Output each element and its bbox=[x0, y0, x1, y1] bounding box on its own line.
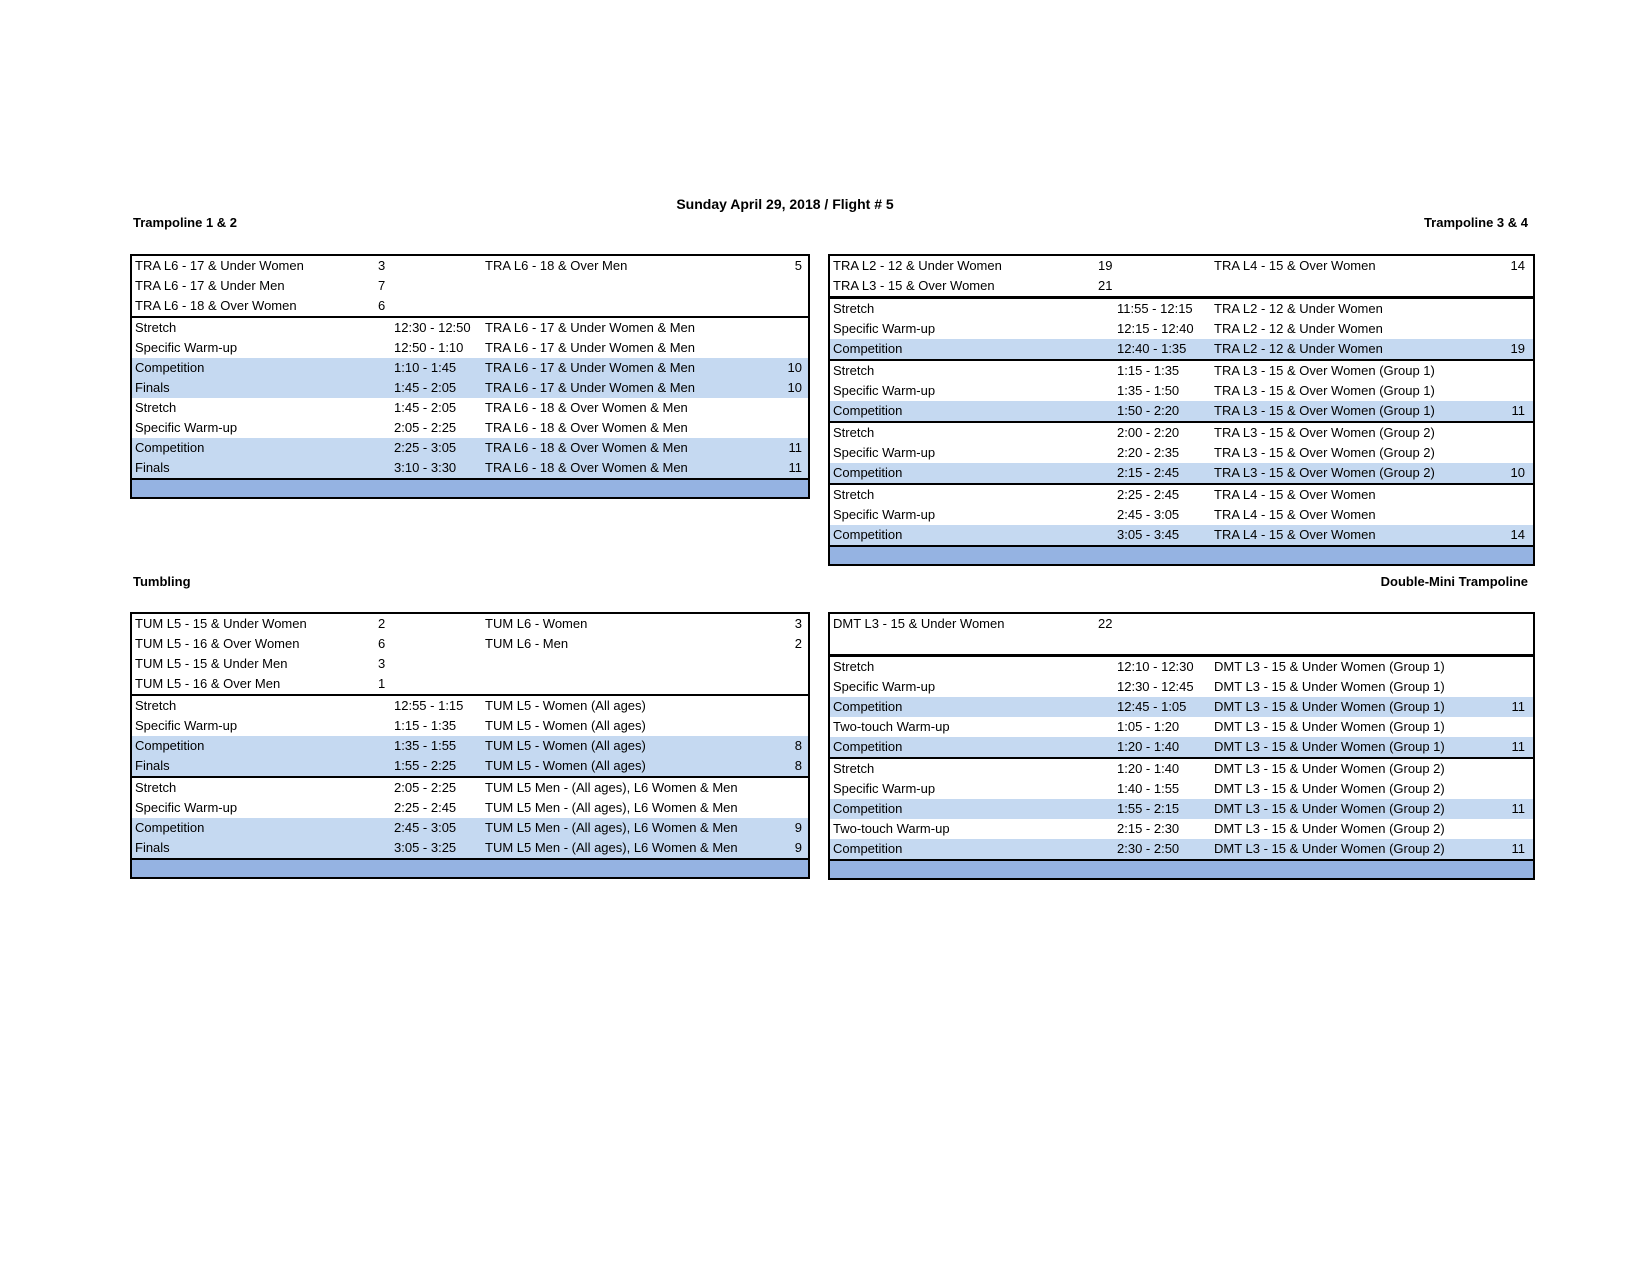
cell-time: 1:55 - 2:15 bbox=[1117, 801, 1180, 816]
cell-time: 1:55 - 2:25 bbox=[394, 758, 457, 773]
table-row bbox=[830, 296, 1533, 319]
table-trampoline-1-2 bbox=[130, 254, 810, 499]
table-row bbox=[830, 443, 1533, 463]
table-row bbox=[830, 717, 1533, 737]
cell-activity: Stretch bbox=[833, 659, 875, 674]
cell-activity: Competition bbox=[833, 341, 903, 356]
table-row bbox=[132, 776, 808, 798]
cell-athletes: 11 bbox=[1511, 841, 1525, 856]
cell-event: TRA L3 - 15 & Over Women (Group 2) bbox=[1214, 425, 1435, 440]
cell-activity: Specific Warm-up bbox=[135, 340, 238, 355]
table-row bbox=[830, 634, 1533, 654]
cell-time: 2:25 - 2:45 bbox=[394, 800, 457, 815]
cell-event: DMT L3 - 15 & Under Women (Group 1) bbox=[1214, 679, 1445, 694]
cell-time: 3:10 - 3:30 bbox=[394, 460, 457, 475]
cell-activity: Competition bbox=[833, 699, 903, 714]
table-row bbox=[830, 256, 1533, 276]
cell-event: DMT L3 - 15 & Under Women (Group 2) bbox=[1214, 801, 1445, 816]
cell-event: DMT L3 - 15 & Under Women (Group 2) bbox=[1214, 781, 1445, 796]
cell-event: DMT L3 - 15 & Under Women (Group 2) bbox=[1214, 841, 1445, 856]
table-trampoline-3-4 bbox=[828, 254, 1535, 566]
cell-activity: Specific Warm-up bbox=[135, 420, 238, 435]
cell-event: TRA L3 - 15 & Over Women (Group 1) bbox=[1214, 383, 1435, 398]
cell-activity: Specific Warm-up bbox=[833, 445, 936, 460]
table-row bbox=[830, 839, 1533, 859]
cell-time: 2:30 - 2:50 bbox=[1117, 841, 1180, 856]
cell-activity: TRA L6 - 17 & Under Men bbox=[135, 278, 285, 293]
cell-athletes: 14 bbox=[1510, 527, 1525, 542]
cell-time: 2:45 - 3:05 bbox=[394, 820, 457, 835]
cell-athletes: 8 bbox=[794, 758, 802, 773]
cell-time: 12:45 - 1:05 bbox=[1117, 699, 1187, 714]
table-row bbox=[132, 654, 808, 674]
table-row bbox=[830, 779, 1533, 799]
table-row bbox=[132, 458, 808, 478]
cell-athletes: 2 bbox=[794, 636, 802, 651]
cell-activity: TUM L5 - 15 & Under Women bbox=[135, 616, 307, 631]
cell-event: TRA L6 - 17 & Under Women & Men bbox=[485, 360, 696, 375]
cell-athletes: 11 bbox=[788, 440, 802, 455]
cell-count: 19 bbox=[1098, 258, 1113, 273]
heading-trampoline-1-2: Trampoline 1 & 2 bbox=[133, 215, 238, 230]
cell-event: TRA L6 - 18 & Over Men bbox=[485, 258, 628, 273]
cell-time: 2:15 - 2:45 bbox=[1117, 465, 1180, 480]
cell-event: TUM L5 Men - (All ages), L6 Women & Men bbox=[485, 780, 738, 795]
cell-event: TRA L3 - 15 & Over Women (Group 1) bbox=[1214, 403, 1435, 418]
cell-athletes: 9 bbox=[794, 840, 802, 855]
table-row bbox=[132, 358, 808, 378]
cell-event: DMT L3 - 15 & Under Women (Group 1) bbox=[1214, 699, 1445, 714]
cell-event: TUM L5 - Women (All ages) bbox=[485, 698, 646, 713]
table-row bbox=[132, 418, 808, 438]
cell-count: 21 bbox=[1098, 278, 1113, 293]
cell-activity: Specific Warm-up bbox=[833, 321, 936, 336]
cell-time: 2:15 - 2:30 bbox=[1117, 821, 1180, 836]
cell-time: 1:35 - 1:50 bbox=[1117, 383, 1180, 398]
cell-athletes: 14 bbox=[1510, 258, 1525, 273]
cell-activity: Competition bbox=[833, 403, 903, 418]
cell-event: TRA L4 - 15 & Over Women bbox=[1214, 258, 1376, 273]
cell-activity: Competition bbox=[833, 527, 903, 542]
cell-activity: Two-touch Warm-up bbox=[833, 719, 950, 734]
cell-event: TRA L3 - 15 & Over Women (Group 2) bbox=[1214, 465, 1435, 480]
cell-athletes: 11 bbox=[1511, 801, 1525, 816]
cell-activity: Competition bbox=[833, 739, 903, 754]
cell-time: 2:05 - 2:25 bbox=[394, 420, 457, 435]
table-row bbox=[132, 756, 808, 776]
cell-event: TUM L6 - Women bbox=[485, 616, 588, 631]
table-row bbox=[132, 736, 808, 756]
cell-count: 1 bbox=[378, 676, 386, 691]
cell-event: TRA L4 - 15 & Over Women bbox=[1214, 527, 1376, 542]
cell-event: DMT L3 - 15 & Under Women (Group 1) bbox=[1214, 659, 1445, 674]
cell-athletes: 19 bbox=[1510, 341, 1525, 356]
cell-time: 3:05 - 3:45 bbox=[1117, 527, 1180, 542]
table-row bbox=[830, 819, 1533, 839]
cell-event: TRA L2 - 12 & Under Women bbox=[1214, 321, 1383, 336]
heading-double-mini: Double-Mini Trampoline bbox=[1380, 574, 1528, 589]
cell-event: TRA L6 - 17 & Under Women & Men bbox=[485, 340, 696, 355]
cell-activity: DMT L3 - 15 & Under Women bbox=[833, 616, 1005, 631]
cell-activity: Stretch bbox=[833, 761, 875, 776]
table-row bbox=[830, 381, 1533, 401]
table-row bbox=[132, 674, 808, 694]
cell-event: TRA L6 - 18 & Over Women & Men bbox=[485, 400, 688, 415]
cell-activity: TRA L6 - 18 & Over Women bbox=[135, 298, 297, 313]
cell-count: 3 bbox=[378, 258, 386, 273]
table-row bbox=[132, 838, 808, 858]
cell-event: DMT L3 - 15 & Under Women (Group 2) bbox=[1214, 821, 1445, 836]
cell-time: 1:20 - 1:40 bbox=[1117, 761, 1180, 776]
table-double-mini bbox=[828, 612, 1535, 880]
cell-time: 2:25 - 3:05 bbox=[394, 440, 457, 455]
cell-event: TRA L3 - 15 & Over Women (Group 1) bbox=[1214, 363, 1435, 378]
table-tumbling bbox=[130, 612, 810, 879]
cell-activity: Stretch bbox=[833, 487, 875, 502]
cell-activity: Competition bbox=[833, 465, 903, 480]
cell-count: 22 bbox=[1098, 616, 1113, 631]
cell-athletes: 11 bbox=[1511, 699, 1525, 714]
cell-athletes: 10 bbox=[1510, 465, 1525, 480]
cell-event: TRA L4 - 15 & Over Women bbox=[1214, 487, 1376, 502]
table-row bbox=[830, 799, 1533, 819]
cell-event: TUM L5 - Women (All ages) bbox=[485, 758, 646, 773]
table-footer-bar bbox=[132, 858, 808, 877]
cell-time: 1:15 - 1:35 bbox=[1117, 363, 1180, 378]
table-row bbox=[132, 716, 808, 736]
table-row bbox=[830, 697, 1533, 717]
cell-event: TUM L5 - Women (All ages) bbox=[485, 738, 646, 753]
cell-event: TRA L6 - 18 & Over Women & Men bbox=[485, 440, 688, 455]
cell-event: TUM L5 Men - (All ages), L6 Women & Men bbox=[485, 840, 738, 855]
cell-activity: Stretch bbox=[833, 363, 875, 378]
cell-athletes: 10 bbox=[787, 380, 802, 395]
cell-event: TRA L2 - 12 & Under Women bbox=[1214, 301, 1383, 316]
table-row bbox=[830, 525, 1533, 545]
page-title: Sunday April 29, 2018 / Flight # 5 bbox=[676, 196, 894, 212]
cell-event: TRA L6 - 18 & Over Women & Men bbox=[485, 460, 688, 475]
cell-time: 3:05 - 3:25 bbox=[394, 840, 457, 855]
cell-event: TRA L3 - 15 & Over Women (Group 2) bbox=[1214, 445, 1435, 460]
cell-time: 12:15 - 12:40 bbox=[1117, 321, 1194, 336]
cell-event: TRA L6 - 17 & Under Women & Men bbox=[485, 380, 696, 395]
cell-activity: TRA L6 - 17 & Under Women bbox=[135, 258, 304, 273]
cell-activity: Stretch bbox=[135, 400, 177, 415]
table-row bbox=[830, 505, 1533, 525]
cell-event: DMT L3 - 15 & Under Women (Group 2) bbox=[1214, 761, 1445, 776]
table-row bbox=[830, 319, 1533, 339]
cell-activity: Competition bbox=[135, 440, 205, 455]
table-row bbox=[132, 338, 808, 358]
table-row bbox=[132, 694, 808, 716]
cell-time: 1:20 - 1:40 bbox=[1117, 739, 1180, 754]
cell-time: 12:50 - 1:10 bbox=[394, 340, 464, 355]
heading-tumbling: Tumbling bbox=[133, 574, 191, 589]
cell-time: 1:10 - 1:45 bbox=[394, 360, 457, 375]
table-row bbox=[132, 398, 808, 418]
cell-athletes: 3 bbox=[794, 616, 802, 631]
cell-event: TRA L6 - 17 & Under Women & Men bbox=[485, 320, 696, 335]
cell-activity: TRA L3 - 15 & Over Women bbox=[833, 278, 995, 293]
cell-time: 1:35 - 1:55 bbox=[394, 738, 457, 753]
table-row bbox=[830, 757, 1533, 779]
table-row bbox=[830, 421, 1533, 443]
cell-time: 12:55 - 1:15 bbox=[394, 698, 464, 713]
cell-time: 2:20 - 2:35 bbox=[1117, 445, 1180, 460]
cell-activity: Stretch bbox=[833, 425, 875, 440]
table-row bbox=[132, 316, 808, 338]
cell-activity: Competition bbox=[833, 841, 903, 856]
cell-event: TUM L5 - Women (All ages) bbox=[485, 718, 646, 733]
table-row bbox=[132, 276, 808, 296]
cell-event: TRA L2 - 12 & Under Women bbox=[1214, 341, 1383, 356]
cell-count: 6 bbox=[378, 298, 386, 313]
table-row bbox=[132, 798, 808, 818]
heading-trampoline-3-4: Trampoline 3 & 4 bbox=[1423, 215, 1528, 230]
cell-time: 2:00 - 2:20 bbox=[1117, 425, 1180, 440]
cell-activity: Stretch bbox=[135, 320, 177, 335]
table-row bbox=[132, 634, 808, 654]
table-row bbox=[830, 401, 1533, 421]
table-row bbox=[132, 256, 808, 276]
cell-time: 2:45 - 3:05 bbox=[1117, 507, 1180, 522]
cell-activity: Finals bbox=[135, 758, 170, 773]
cell-activity: TUM L5 - 16 & Over Men bbox=[135, 676, 281, 691]
cell-activity: Specific Warm-up bbox=[135, 800, 238, 815]
cell-event: DMT L3 - 15 & Under Women (Group 1) bbox=[1214, 739, 1445, 754]
cell-event: TUM L5 Men - (All ages), L6 Women & Men bbox=[485, 800, 738, 815]
cell-time: 1:40 - 1:55 bbox=[1117, 781, 1180, 796]
cell-activity: Two-touch Warm-up bbox=[833, 821, 950, 836]
cell-activity: Specific Warm-up bbox=[833, 679, 936, 694]
cell-activity: Competition bbox=[135, 738, 205, 753]
table-row bbox=[830, 483, 1533, 505]
table-row bbox=[830, 677, 1533, 697]
table-row bbox=[830, 737, 1533, 757]
table-row bbox=[132, 378, 808, 398]
cell-activity: Competition bbox=[135, 820, 205, 835]
cell-activity: Stretch bbox=[833, 301, 875, 316]
cell-activity: Stretch bbox=[135, 780, 177, 795]
table-footer-bar bbox=[830, 859, 1533, 878]
cell-activity: TUM L5 - 16 & Over Women bbox=[135, 636, 300, 651]
cell-time: 12:40 - 1:35 bbox=[1117, 341, 1187, 356]
table-row bbox=[830, 614, 1533, 634]
cell-time: 12:30 - 12:45 bbox=[1117, 679, 1194, 694]
cell-athletes: 8 bbox=[794, 738, 802, 753]
cell-count: 6 bbox=[378, 636, 386, 651]
table-row bbox=[830, 339, 1533, 359]
table-row bbox=[830, 359, 1533, 381]
cell-event: DMT L3 - 15 & Under Women (Group 1) bbox=[1214, 719, 1445, 734]
table-row bbox=[132, 614, 808, 634]
cell-time: 2:05 - 2:25 bbox=[394, 780, 457, 795]
cell-time: 12:10 - 12:30 bbox=[1117, 659, 1194, 674]
cell-activity: Finals bbox=[135, 380, 170, 395]
cell-count: 7 bbox=[378, 278, 386, 293]
cell-athletes: 11 bbox=[788, 460, 802, 475]
cell-count: 2 bbox=[378, 616, 386, 631]
table-row bbox=[132, 818, 808, 838]
cell-activity: Specific Warm-up bbox=[833, 383, 936, 398]
cell-activity: Finals bbox=[135, 460, 170, 475]
table-footer-bar bbox=[132, 478, 808, 497]
cell-time: 2:25 - 2:45 bbox=[1117, 487, 1180, 502]
cell-time: 11:55 - 12:15 bbox=[1117, 301, 1193, 316]
table-row bbox=[132, 296, 808, 316]
table-row bbox=[830, 463, 1533, 483]
cell-time: 1:15 - 1:35 bbox=[394, 718, 457, 733]
cell-activity: Specific Warm-up bbox=[833, 507, 936, 522]
cell-activity: Competition bbox=[833, 801, 903, 816]
cell-activity: Specific Warm-up bbox=[135, 718, 238, 733]
cell-event: TUM L6 - Men bbox=[485, 636, 569, 651]
cell-count: 3 bbox=[378, 656, 386, 671]
cell-activity: TUM L5 - 15 & Under Men bbox=[135, 656, 288, 671]
table-footer-bar bbox=[830, 545, 1533, 564]
cell-time: 1:50 - 2:20 bbox=[1117, 403, 1180, 418]
cell-athletes: 10 bbox=[787, 360, 802, 375]
cell-activity: Finals bbox=[135, 840, 170, 855]
table-row bbox=[132, 438, 808, 458]
cell-time: 1:05 - 1:20 bbox=[1117, 719, 1180, 734]
table-row bbox=[830, 654, 1533, 677]
cell-activity: Competition bbox=[135, 360, 205, 375]
cell-event: TRA L6 - 18 & Over Women & Men bbox=[485, 420, 688, 435]
cell-activity: Stretch bbox=[135, 698, 177, 713]
table-row bbox=[830, 276, 1533, 296]
cell-event: TUM L5 Men - (All ages), L6 Women & Men bbox=[485, 820, 738, 835]
cell-athletes: 9 bbox=[794, 820, 802, 835]
cell-time: 1:45 - 2:05 bbox=[394, 380, 457, 395]
cell-athletes: 5 bbox=[794, 258, 802, 273]
cell-activity: TRA L2 - 12 & Under Women bbox=[833, 258, 1002, 273]
cell-athletes: 11 bbox=[1511, 403, 1525, 418]
cell-athletes: 11 bbox=[1511, 739, 1525, 754]
cell-event: TRA L4 - 15 & Over Women bbox=[1214, 507, 1376, 522]
cell-time: 12:30 - 12:50 bbox=[394, 320, 471, 335]
cell-activity: Specific Warm-up bbox=[833, 781, 936, 796]
cell-time: 1:45 - 2:05 bbox=[394, 400, 457, 415]
